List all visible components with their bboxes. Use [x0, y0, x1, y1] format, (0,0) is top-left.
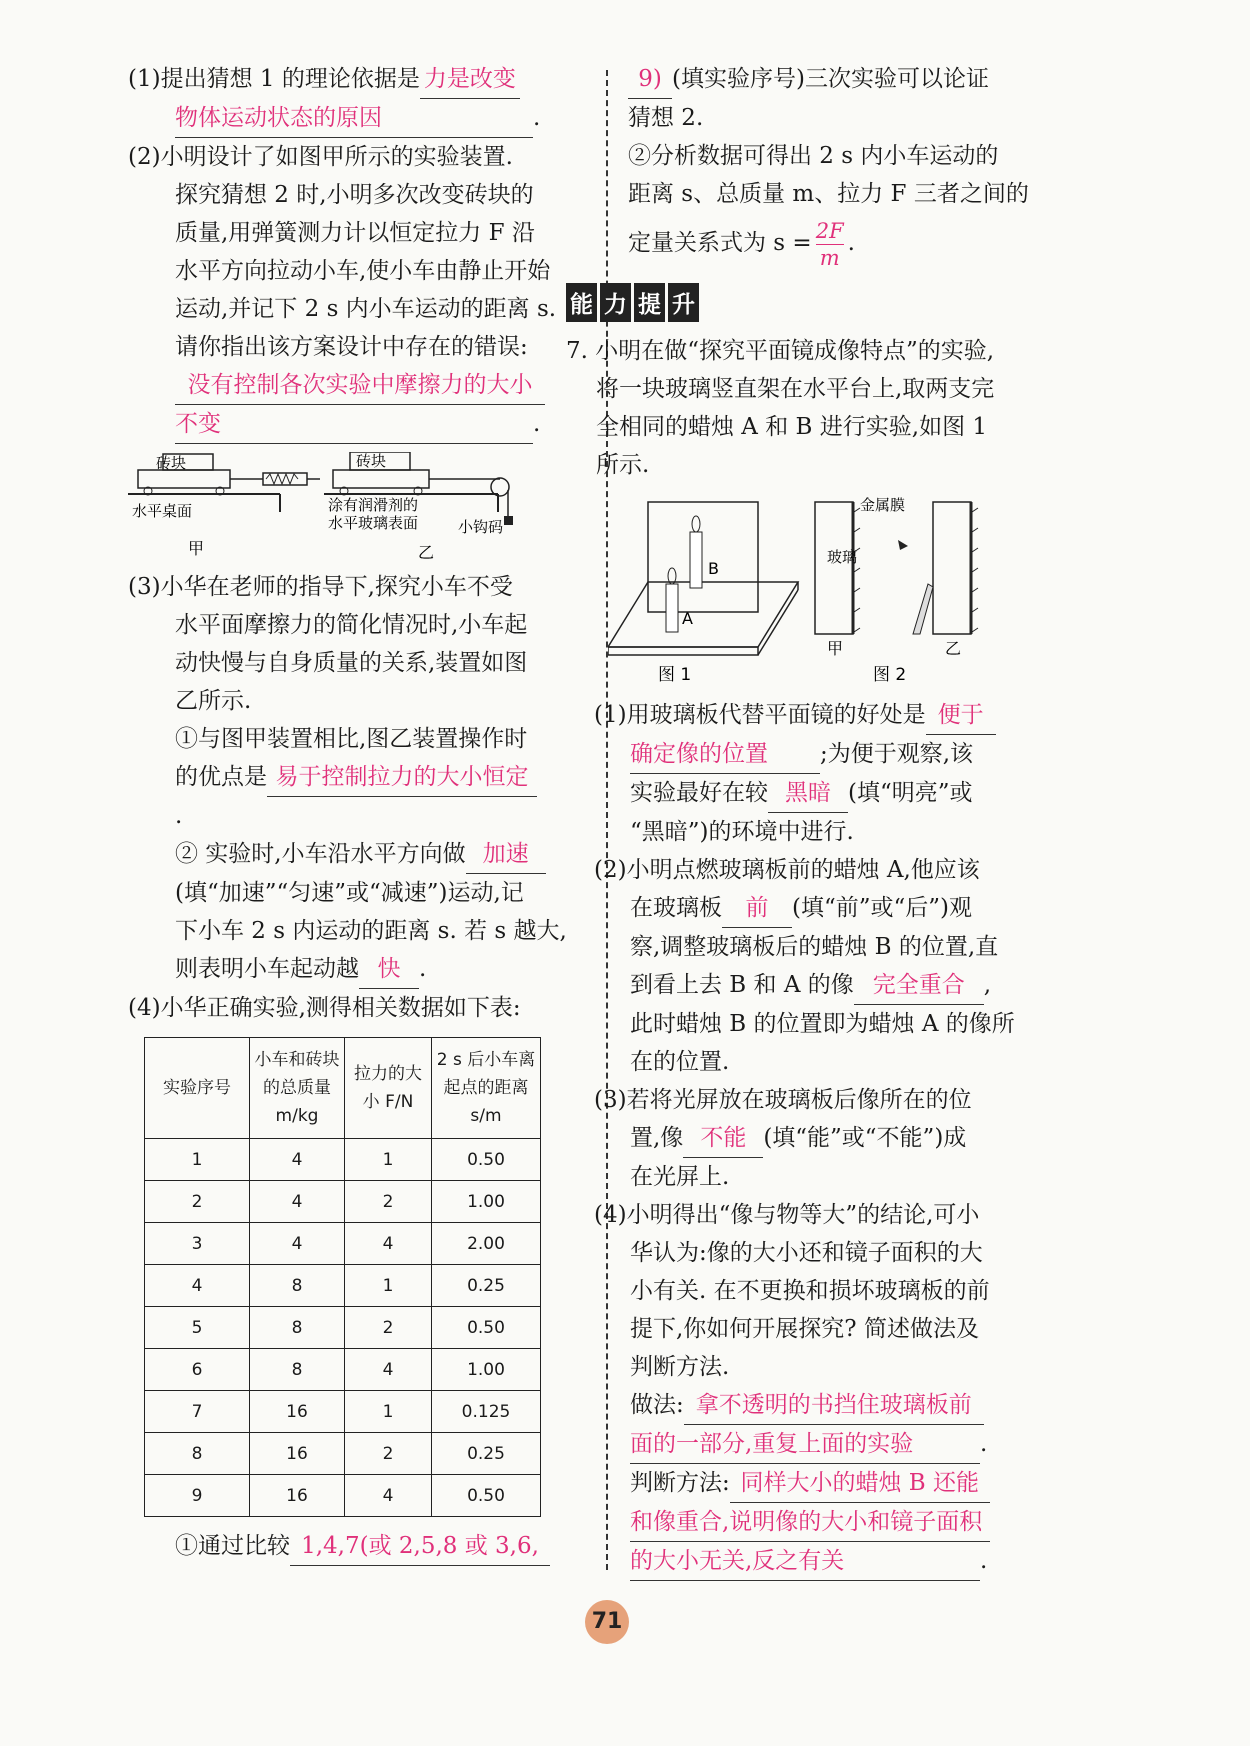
figure-1-caption: 图 1: [658, 665, 692, 685]
left-column: [128, 60, 588, 1566]
table-cell: 2: [345, 1181, 432, 1223]
answer-2b: 不变: [175, 405, 533, 444]
table-cell: 1: [145, 1139, 250, 1181]
table-cell: 16: [250, 1475, 345, 1517]
figure-2-caption: 图 2: [873, 665, 907, 685]
glass-surface-label-2: 水平玻璃表面: [328, 514, 419, 532]
answer-line: 物体运动状态的原因 .: [128, 99, 588, 138]
table-row: [145, 1391, 541, 1433]
answer-7-2b: 完全重合: [854, 966, 984, 1005]
answer-7-1a: 便于: [926, 696, 996, 735]
table-cell: 4: [345, 1475, 432, 1517]
table-cell: 6: [145, 1349, 250, 1391]
table-cell: 4: [345, 1349, 432, 1391]
answer-7-1b: 确定像的位置: [630, 735, 820, 774]
table-cell: 1.00: [432, 1181, 541, 1223]
table-cell: 2: [145, 1181, 250, 1223]
table-cell: 8: [145, 1433, 250, 1475]
answer-7-2a: 前: [722, 889, 792, 928]
table-row: [145, 1307, 541, 1349]
question-4: (4)小华正确实验,测得相关数据如下表:: [128, 995, 521, 1021]
table-cell: 16: [250, 1391, 345, 1433]
table-cell: 2: [345, 1433, 432, 1475]
question-4-2-formula: 定量关系式为 s = $\frac{2F}{m}$ .: [628, 218, 855, 270]
table-row: [145, 1475, 541, 1517]
table-cell: 1: [345, 1391, 432, 1433]
question-7-parts: (1)用玻璃板代替平面镜的好处是 便于 确定像的位置 ;为便于观察,该 实验最好在较 黑暗 (填“明亮”或 “黑暗”)的环境中进行. (2)小明点燃玻璃板前的蜡烛 A,他应该 在玻璃板 前 (填“前”或“后”)观 察,调整玻璃板后的蜡烛 B 的位置,直 到看上去 B 和 A 的像 完全重合 , 此时蜡烛 B 的位置即为蜡烛 A 的像所 在的位置. (3)若将光屏放在玻璃板后像所在的位 置,像 不能 (填“能”或“不能”)成 在光屏上. (4)小明得出“像与物等大”的结论,可小 华认为:像的大小还和镜子面积的大 小有关. 在不更换和损坏玻璃板的前 提下,你如何开展探究? 简述做法及 判断方法. 做法: 拿不透明的书挡住玻璃板前 面的一部分,重复上面的实验 . 判断方法: 同样大小的蜡烛 B 还能 和像重合,说明像的大小和镜子面积 的大小无关,反之有关 .: [594, 696, 1108, 1581]
table-cell: 4: [145, 1265, 250, 1307]
answer-7-4-judge-b: 和像重合,说明像的大小和镜子面积: [630, 1503, 990, 1542]
question-1: (1)提出猜想 1 的理论依据是 力是改变: [128, 60, 588, 99]
table-row: [145, 1139, 541, 1181]
fig2-label-yi: 乙: [945, 639, 962, 658]
table-cell: 2.00: [432, 1223, 541, 1265]
data-table: [144, 1037, 541, 1517]
table-cell: 1.00: [432, 1349, 541, 1391]
table-cell: 8: [250, 1349, 345, 1391]
answer-1b: 物体运动状态的原因: [175, 99, 533, 138]
table-cell: 3: [145, 1223, 250, 1265]
answer-7-4-method-b: 面的一部分,重复上面的实验: [630, 1425, 980, 1464]
answer-7-1c: 黑暗: [768, 774, 848, 813]
answer-4-1-cont: 9): [628, 60, 672, 99]
table-row: [145, 1181, 541, 1223]
answer-3-1: 易于控制拉力的大小恒定: [267, 758, 537, 797]
table-cell: 0.50: [432, 1307, 541, 1349]
cart-apparatus-figure: [128, 452, 588, 564]
table-row: [145, 1265, 541, 1307]
table-header-row: 实验序号 小车和砖块的总质量 m/kg 拉力的大小 F/N 2 s 后小车离起点的距离 s/m: [145, 1038, 541, 1139]
answer-7-4-judge-a: 同样大小的蜡烛 B 还能: [730, 1464, 990, 1503]
table-cell: 4: [250, 1139, 345, 1181]
table-cell: 5: [145, 1307, 250, 1349]
question-2: (2)小明设计了如图甲所示的实验装置. 探究猜想 2 时,小明多次改变砖块的 质量,用弹簧测力计以恒定拉力 F 沿 水平方向拉动小车,使小车由静止开始 运动,并记下 2 s 内小车运动的距离 s. 请你指出该方案设计中存在的错误: 没有控制各次实验中摩擦力的大小 不变 .: [128, 138, 588, 444]
metal-film-label: 金属膜: [860, 496, 906, 514]
hook-weight-label: 小钩码: [458, 518, 504, 536]
brick-label-jia: 砖块: [156, 454, 187, 472]
table-cell: 1: [345, 1139, 432, 1181]
table-cell: 8: [250, 1265, 345, 1307]
answer-7-3: 不能: [683, 1119, 763, 1158]
answer-4-1: 1,4,7(或 2,5,8 或 3,6,: [290, 1527, 550, 1566]
fig-label-jia: 甲: [188, 539, 205, 558]
answer-1a: 力是改变: [420, 60, 520, 99]
table-cell: 0.50: [432, 1475, 541, 1517]
candle-a-label: A: [682, 609, 693, 628]
table-cell: 4: [250, 1181, 345, 1223]
table-cell: 2: [345, 1307, 432, 1349]
right-column: 9) (填实验序号)三次实验可以论证 猜想 2. ②分析数据可得出 2 s 内小车运动的 距离 s、总质量 m、拉力 F 三者之间的 定量关系式为 s = $\frac{2F}{m}$ . 能 力 提 升 7. 小明在做“探究平面镜成像特点”的实验, 将一块玻璃竖直架在水平台上,取两支完 全相同的蜡烛 A 和 B 进行实验,如图 1 所示. B A 图 1 玻璃 金属膜 甲 乙 图 2 (1)用玻璃板代替平面镜的好处是 便于 确定像的位置 ;为便于观察,该 实验最好在较 黑暗 (填“明亮”或 “黑暗”)的环境中进行. (2)小明点燃玻璃板前的蜡烛 A,他应该 在玻璃板 前 (填“前”或“后”)观 察,调整玻璃板后的蜡烛 B 的位置,直 到看上去 B 和 A 的像 完全重合 , 此时蜡烛 B 的位置即为蜡烛 A 的像所 在的位置. (3)若将光屏放在玻璃板后像所在的位 置,像 不能 (填“能”或“不能”)成 在光屏上. (4)小明得出“像与物等大”的结论,可小 华认为:像的大小还和镜子面积的大 小有关. 在不更换和损坏玻璃板的前 提下,你如何开展探究? 简述做法及 判断方法. 做法: 拿不透明的书挡住玻璃板前 面的一部分,重复上面的实验 . 判断方法: 同样大小的蜡烛 B 还能 和像重合,说明像的大小和镜子面积 的大小无关,反之有关 .: [628, 60, 1108, 1581]
table-cell: 4: [250, 1223, 345, 1265]
question-4-1: ①通过比较 1,4,7(或 2,5,8 或 3,6,: [128, 1527, 588, 1566]
table-cell: 4: [345, 1223, 432, 1265]
fig2-label-jia: 甲: [827, 639, 844, 658]
table-cell: 1: [345, 1265, 432, 1307]
answer-7-4-judge-c: 的大小无关,反之有关: [630, 1542, 980, 1581]
table-cell: 9: [145, 1475, 250, 1517]
glass-label: 玻璃: [827, 548, 858, 566]
table-cell: 0.125: [432, 1391, 541, 1433]
question-3: (3)小华在老师的指导下,探究小车不受 水平面摩擦力的简化情况时,小车起 动快慢与自身质量的关系,装置如图 乙所示. ①与图甲装置相比,图乙装置操作时 的优点是 易于控制拉力的大小恒定 . ② 实验时,小车沿水平方向做 加速 (填“加速”“匀速”或“减速”)运动,记 下小车 2 s 内运动的距离 s. 若 s 越大, 则表明小车起动越 快 .: [128, 568, 588, 989]
table-cell: 0.50: [432, 1139, 541, 1181]
brick-label-yi: 砖块: [356, 452, 387, 470]
table-cell: 7: [145, 1391, 250, 1433]
table-row: [145, 1433, 541, 1475]
glass-surface-label-1: 涂有润滑剂的: [328, 496, 419, 514]
mirror-experiment-figure: [608, 492, 1108, 692]
answer-2a: 没有控制各次实验中摩擦力的大小: [175, 366, 545, 405]
question-7: 7. 小明在做“探究平面镜成像特点”的实验, 将一块玻璃竖直架在水平台上,取两支完 全相同的蜡烛 A 和 B 进行实验,如图 1 所示.: [566, 338, 995, 478]
candle-b-label: B: [708, 559, 719, 578]
table-cell: 0.25: [432, 1265, 541, 1307]
table-row: [145, 1349, 541, 1391]
candle-mirror-diagram: [608, 492, 1048, 692]
table-cell: 0.25: [432, 1433, 541, 1475]
formula-fraction: $\frac{2F}{m}$: [815, 218, 844, 270]
fig-label-yi: 乙: [418, 543, 435, 562]
table-row: [145, 1223, 541, 1265]
table-cell: 16: [250, 1433, 345, 1475]
table-cell: 8: [250, 1307, 345, 1349]
table-surface-label: 水平桌面: [132, 502, 193, 520]
answer-7-4-method-a: 拿不透明的书挡住玻璃板前: [684, 1386, 984, 1425]
section-heading: 能 力 提 升: [566, 283, 1108, 322]
answer-3-2b: 快: [359, 950, 419, 989]
page-number: 71: [585, 1600, 629, 1644]
cart-apparatus-diagram: [128, 452, 588, 564]
answer-3-2a: 加速: [466, 835, 546, 874]
